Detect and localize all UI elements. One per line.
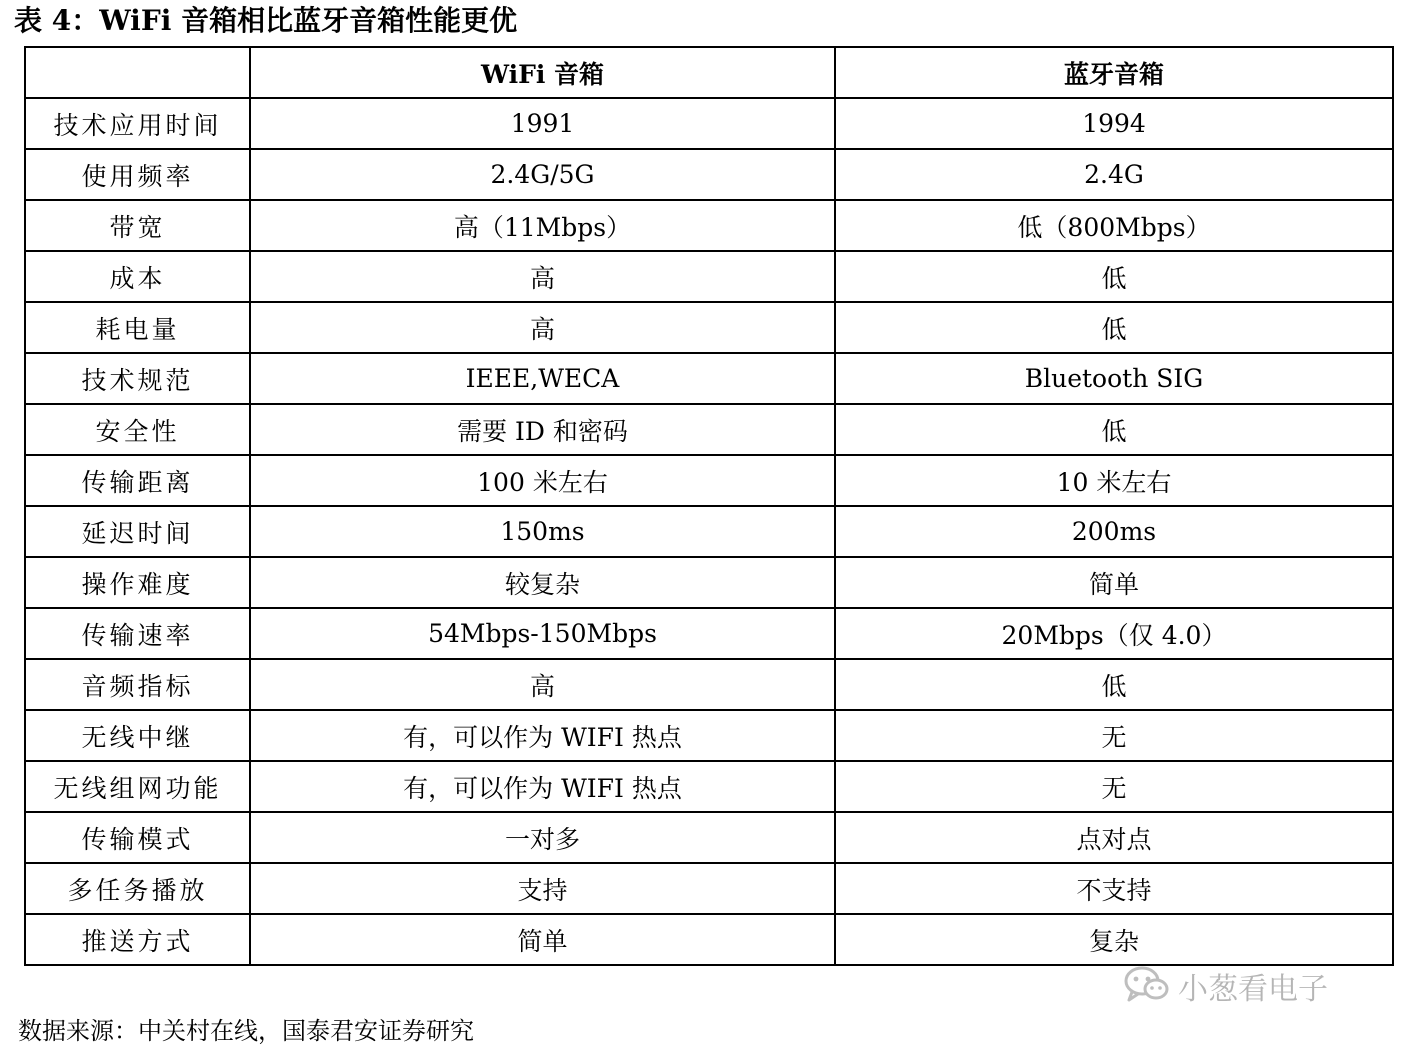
bluetooth-value: 无 bbox=[835, 761, 1393, 812]
wifi-value: 54Mbps-150Mbps bbox=[250, 608, 835, 659]
table-row bbox=[25, 353, 1393, 404]
wifi-value: 有，可以作为 WIFI 热点 bbox=[250, 761, 835, 812]
row-label: 音频指标 bbox=[25, 659, 250, 710]
wifi-value: 有，可以作为 WIFI 热点 bbox=[250, 710, 835, 761]
header-cell-bluetooth: 蓝牙音箱 bbox=[835, 47, 1393, 98]
bluetooth-value: 1994 bbox=[835, 98, 1393, 149]
table-row bbox=[25, 455, 1393, 506]
bluetooth-value: 2.4G bbox=[835, 149, 1393, 200]
table-row bbox=[25, 710, 1393, 761]
row-label: 成本 bbox=[25, 251, 250, 302]
wifi-value: 高（11Mbps） bbox=[250, 200, 835, 251]
bluetooth-value: 简单 bbox=[835, 557, 1393, 608]
row-label: 无线中继 bbox=[25, 710, 250, 761]
row-label: 传输距离 bbox=[25, 455, 250, 506]
table-caption: 表 4：WiFi 音箱相比蓝牙音箱性能更优 bbox=[14, 4, 518, 37]
bluetooth-value: 复杂 bbox=[835, 914, 1393, 965]
row-label: 带宽 bbox=[25, 200, 250, 251]
wechat-icon bbox=[1124, 964, 1170, 1008]
row-label: 无线组网功能 bbox=[25, 761, 250, 812]
bluetooth-value: Bluetooth SIG bbox=[835, 353, 1393, 404]
bluetooth-value: 低 bbox=[835, 404, 1393, 455]
header-cell-empty bbox=[25, 47, 250, 98]
bluetooth-value: 低 bbox=[835, 251, 1393, 302]
wifi-value: 150ms bbox=[250, 506, 835, 557]
comparison-table bbox=[24, 46, 1394, 966]
table-row bbox=[25, 200, 1393, 251]
row-label: 传输速率 bbox=[25, 608, 250, 659]
row-label: 多任务播放 bbox=[25, 863, 250, 914]
row-label: 推送方式 bbox=[25, 914, 250, 965]
bluetooth-value: 点对点 bbox=[835, 812, 1393, 863]
wifi-value: 2.4G/5G bbox=[250, 149, 835, 200]
table-row bbox=[25, 149, 1393, 200]
wifi-value: 1991 bbox=[250, 98, 835, 149]
table-header-row bbox=[25, 47, 1393, 98]
table-row bbox=[25, 761, 1393, 812]
wifi-value: 高 bbox=[250, 302, 835, 353]
table-row bbox=[25, 302, 1393, 353]
bluetooth-value: 低 bbox=[835, 659, 1393, 710]
wifi-value: 一对多 bbox=[250, 812, 835, 863]
row-label: 操作难度 bbox=[25, 557, 250, 608]
table-row bbox=[25, 812, 1393, 863]
bluetooth-value: 不支持 bbox=[835, 863, 1393, 914]
watermark bbox=[1124, 964, 1328, 1008]
wifi-value: IEEE,WECA bbox=[250, 353, 835, 404]
bluetooth-value: 10 米左右 bbox=[835, 455, 1393, 506]
row-label: 技术规范 bbox=[25, 353, 250, 404]
wifi-value: 高 bbox=[250, 251, 835, 302]
table-row bbox=[25, 404, 1393, 455]
table-row bbox=[25, 251, 1393, 302]
bluetooth-value: 低 bbox=[835, 302, 1393, 353]
row-label: 技术应用时间 bbox=[25, 98, 250, 149]
wifi-value: 高 bbox=[250, 659, 835, 710]
bluetooth-value: 200ms bbox=[835, 506, 1393, 557]
table-row bbox=[25, 659, 1393, 710]
watermark-text: 小葱看电子 bbox=[1178, 972, 1328, 1007]
table-row bbox=[25, 608, 1393, 659]
wifi-value: 需要 ID 和密码 bbox=[250, 404, 835, 455]
table-row bbox=[25, 863, 1393, 914]
row-label: 延迟时间 bbox=[25, 506, 250, 557]
wifi-value: 较复杂 bbox=[250, 557, 835, 608]
row-label: 耗电量 bbox=[25, 302, 250, 353]
row-label: 安全性 bbox=[25, 404, 250, 455]
bluetooth-value: 20Mbps（仅 4.0） bbox=[835, 608, 1393, 659]
wifi-value: 支持 bbox=[250, 863, 835, 914]
bluetooth-value: 低（800Mbps） bbox=[835, 200, 1393, 251]
wifi-value: 简单 bbox=[250, 914, 835, 965]
table-row bbox=[25, 557, 1393, 608]
bluetooth-value: 无 bbox=[835, 710, 1393, 761]
table-row bbox=[25, 914, 1393, 965]
table-row bbox=[25, 98, 1393, 149]
data-source-note: 数据来源：中关村在线，国泰君安证券研究 bbox=[18, 1017, 474, 1045]
row-label: 使用频率 bbox=[25, 149, 250, 200]
table-row bbox=[25, 506, 1393, 557]
wifi-value: 100 米左右 bbox=[250, 455, 835, 506]
row-label: 传输模式 bbox=[25, 812, 250, 863]
header-cell-wifi: WiFi 音箱 bbox=[250, 47, 835, 98]
